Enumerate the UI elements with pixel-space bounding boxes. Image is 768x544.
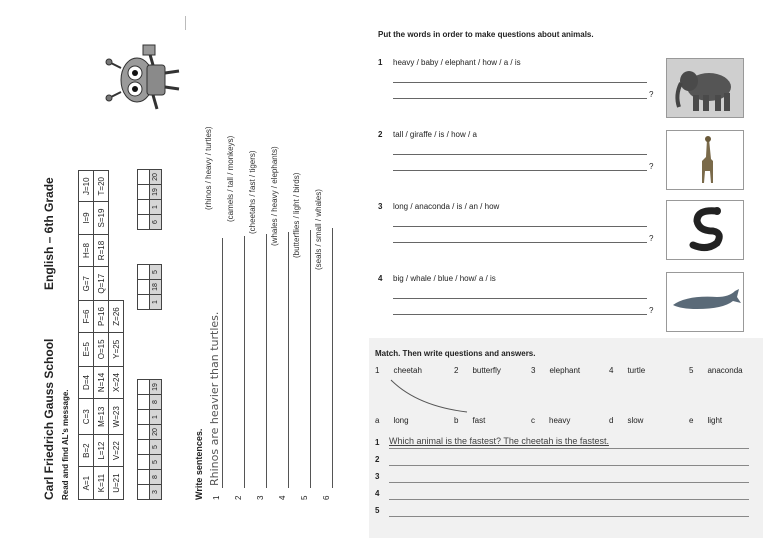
questions-title: Put the words in order to make questions about animals. <box>378 30 594 39</box>
message-number: 18 <box>150 280 162 295</box>
adjective-item <box>531 416 570 425</box>
answer-number: 2 <box>375 455 380 464</box>
question-number: 3 <box>378 202 383 211</box>
sentence-answer-line[interactable] <box>222 238 223 488</box>
message-number-row <box>150 265 162 310</box>
adjective-letter: b <box>454 416 459 425</box>
page-divider <box>185 16 186 30</box>
code-cell: I=9 <box>79 202 94 234</box>
code-cell: G=7 <box>79 267 94 301</box>
sentence-answer-line[interactable] <box>288 232 289 488</box>
message-answer-box[interactable] <box>138 440 150 455</box>
write-sentences-title: Write sentences. <box>194 428 204 500</box>
grade-title: English – 6th Grade <box>42 177 56 290</box>
question-number: 2 <box>378 130 383 139</box>
sentence-answer-line[interactable] <box>310 230 311 488</box>
adjective-letter: a <box>375 416 380 425</box>
answer-line[interactable] <box>389 499 749 500</box>
answer-line[interactable] <box>389 516 749 517</box>
question-number: 4 <box>378 274 383 283</box>
elephant-photo <box>666 58 744 118</box>
sentence-number: 5 <box>300 495 309 500</box>
animal-number: 4 <box>609 366 614 375</box>
message-number: 5 <box>150 455 162 470</box>
code-cell <box>109 234 124 267</box>
message-number: 1 <box>150 295 162 310</box>
code-cell: M=13 <box>94 399 109 435</box>
question-answer-line[interactable] <box>393 298 647 299</box>
code-cell: E=5 <box>79 333 94 367</box>
code-row <box>94 171 109 500</box>
adjective-letter: d <box>609 416 614 425</box>
sentence-hint: (whales / heavy / elephants) <box>270 146 279 246</box>
snake-photo <box>666 200 744 260</box>
sentence-hint: (seals / small / whales) <box>314 189 323 270</box>
answer-number: 1 <box>375 438 380 447</box>
message-answer-box[interactable] <box>138 425 150 440</box>
giraffe-photo <box>666 130 744 190</box>
message-answer-box[interactable] <box>138 395 150 410</box>
message-number-row <box>150 170 162 230</box>
message-blank-row <box>138 380 150 500</box>
match-title: Match. Then write questions and answers. <box>375 349 536 358</box>
adjective-word: light <box>707 416 723 425</box>
question-answer-line[interactable] <box>393 170 647 171</box>
message-answer-box[interactable] <box>138 455 150 470</box>
message-answer-box[interactable] <box>138 215 150 230</box>
message-number: 6 <box>150 215 162 230</box>
question-mark: ? <box>649 306 654 315</box>
match-page <box>369 338 763 538</box>
message-number: 20 <box>150 425 162 440</box>
message-answer-box[interactable] <box>138 280 150 295</box>
sentence-number: 6 <box>322 495 331 500</box>
message-answer-box[interactable] <box>138 485 150 500</box>
answer-number: 5 <box>375 506 380 515</box>
message-answer-box[interactable] <box>138 170 150 185</box>
question-mark: ? <box>649 162 654 171</box>
answer-line[interactable] <box>389 465 749 466</box>
animal-item <box>375 366 422 375</box>
left-worksheet-page <box>0 0 360 544</box>
code-row <box>109 171 124 500</box>
message-group-3 <box>137 169 162 230</box>
animal-word: cheetah <box>393 366 422 375</box>
sentence-hint: (cheetahs / fast / tigers) <box>248 150 257 234</box>
animal-item <box>609 366 645 375</box>
code-row <box>79 171 94 500</box>
message-number: 1 <box>150 200 162 215</box>
question-mark: ? <box>649 234 654 243</box>
message-answer-box[interactable] <box>138 185 150 200</box>
sentence-hint: (butterflies / light / birds) <box>292 172 301 258</box>
code-cell: Y=25 <box>109 333 124 367</box>
adjective-word: heavy <box>549 416 571 425</box>
whale-photo <box>666 272 744 332</box>
sentence-answer-line[interactable] <box>332 228 333 488</box>
message-blank-row <box>138 265 150 310</box>
message-answer-box[interactable] <box>138 200 150 215</box>
message-number: 1 <box>150 410 162 425</box>
adjective-item <box>609 416 643 425</box>
adjective-letter: c <box>531 416 535 425</box>
adjective-item <box>454 416 485 425</box>
question-answer-line[interactable] <box>393 98 647 99</box>
message-number: 5 <box>150 440 162 455</box>
letter-code-table <box>78 170 124 500</box>
question-words: tall / giraffe / is / how / a <box>393 130 477 139</box>
question-words: long / anaconda / is / an / how <box>393 202 500 211</box>
adjective-item <box>375 416 409 425</box>
message-number: 5 <box>150 265 162 280</box>
code-cell: B=2 <box>79 435 94 467</box>
adjective-word: fast <box>472 416 486 425</box>
animal-number: 3 <box>531 366 536 375</box>
code-cell: S=19 <box>94 202 109 234</box>
code-cell: U=21 <box>109 467 124 500</box>
question-answer-line[interactable] <box>393 242 647 243</box>
animal-word: anaconda <box>707 366 743 375</box>
message-number-row <box>150 380 162 500</box>
questions-page <box>369 20 763 330</box>
message-number: 3 <box>150 485 162 500</box>
question-answer-line[interactable] <box>393 314 647 315</box>
animal-word: elephant <box>549 366 581 375</box>
code-cell: C=3 <box>79 399 94 435</box>
question-words: heavy / baby / elephant / how / a / is <box>393 58 521 67</box>
adjective-word: long <box>393 416 409 425</box>
message-answer-box[interactable] <box>138 470 150 485</box>
code-cell: Q=17 <box>94 267 109 301</box>
animal-item <box>454 366 501 375</box>
code-cell: T=20 <box>94 171 109 203</box>
code-cell: D=4 <box>79 366 94 399</box>
animal-number: 5 <box>689 366 694 375</box>
answer-line[interactable] <box>389 448 749 449</box>
sentence-answer-line[interactable] <box>244 236 245 488</box>
answer-number: 3 <box>375 472 380 481</box>
code-cell: A=1 <box>79 467 94 500</box>
code-cell: L=12 <box>94 435 109 467</box>
sentence-number: 2 <box>234 495 243 500</box>
sentence-number: 4 <box>278 495 287 500</box>
instruction-text: Read and find AL's message. <box>61 389 70 500</box>
sentence-number: 1 <box>212 495 221 500</box>
answer-line[interactable] <box>389 482 749 483</box>
code-cell: P=16 <box>94 300 109 332</box>
code-cell <box>109 267 124 301</box>
animal-number: 1 <box>375 366 380 375</box>
code-cell: R=18 <box>94 234 109 267</box>
message-group-1 <box>137 379 162 500</box>
message-answer-box[interactable] <box>138 410 150 425</box>
question-answer-line[interactable] <box>393 154 647 155</box>
animal-number: 2 <box>454 366 459 375</box>
animal-word: turtle <box>627 366 646 375</box>
question-answer-line[interactable] <box>393 226 647 227</box>
question-number: 1 <box>378 58 383 67</box>
message-blank-row <box>138 170 150 230</box>
animal-item <box>531 366 580 375</box>
sentence-number: 3 <box>256 495 265 500</box>
code-cell <box>109 171 124 203</box>
question-answer-line[interactable] <box>393 82 647 83</box>
sentence-hint: (camels / tall / monkeys) <box>226 135 235 222</box>
example-sentence: Rhinos are heavier than turtles. <box>208 311 221 486</box>
code-cell: K=11 <box>94 467 109 500</box>
code-cell: Z=26 <box>109 300 124 332</box>
adjective-letter: e <box>689 416 694 425</box>
sentence-hint: (rhinos / heavy / turtles) <box>204 126 213 210</box>
message-number: 19 <box>150 380 162 395</box>
code-cell: O=15 <box>94 333 109 367</box>
rotated-content <box>42 30 352 500</box>
code-cell: F=6 <box>79 300 94 332</box>
match-connector-line <box>387 378 477 418</box>
example-answer: Which animal is the fastest? The cheetah is the fastest. <box>389 436 609 446</box>
animal-item <box>689 366 743 375</box>
code-cell: H=8 <box>79 234 94 267</box>
code-cell: N=14 <box>94 366 109 399</box>
animal-word: butterfly <box>472 366 501 375</box>
code-cell: J=10 <box>79 171 94 203</box>
message-answer-box[interactable] <box>138 380 150 395</box>
code-cell <box>109 202 124 234</box>
question-mark: ? <box>649 90 654 99</box>
adjective-word: slow <box>627 416 644 425</box>
school-name: Carl Friedrich Gauss School <box>42 338 56 500</box>
message-number: 8 <box>150 470 162 485</box>
message-number: 20 <box>150 170 162 185</box>
message-answer-box[interactable] <box>138 265 150 280</box>
message-number: 8 <box>150 395 162 410</box>
adjective-item <box>689 416 722 425</box>
sentence-answer-line[interactable] <box>266 234 267 488</box>
message-number: 19 <box>150 185 162 200</box>
code-cell: W=23 <box>109 399 124 435</box>
message-answer-box[interactable] <box>138 295 150 310</box>
code-cell: X=24 <box>109 366 124 399</box>
question-words: big / whale / blue / how/ a / is <box>393 274 496 283</box>
code-cell: V=22 <box>109 435 124 467</box>
message-group-2 <box>137 264 162 310</box>
answer-number: 4 <box>375 489 380 498</box>
